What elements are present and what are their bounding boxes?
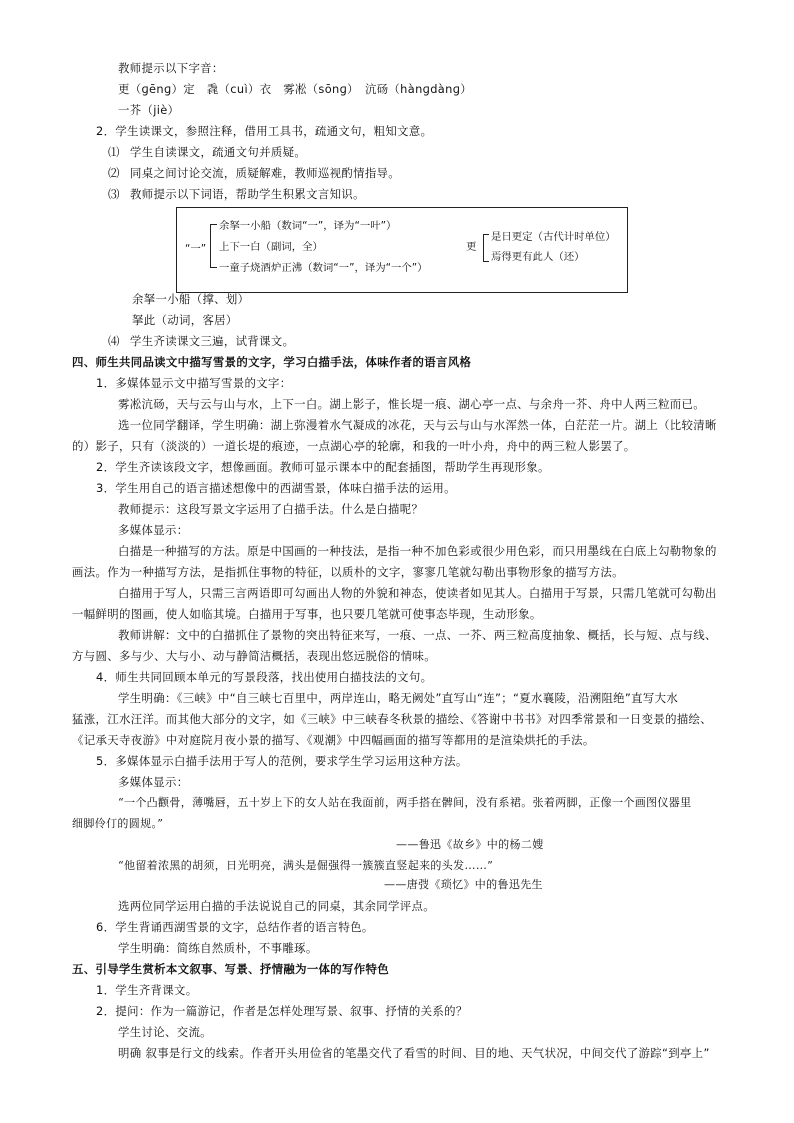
text-line: 1．多媒体显示文中描写雪景的文字：	[96, 376, 292, 390]
text-line: 的）影子，只有（淡淡的）一道长堤的痕迹，一点湖心亭的轮廓，和我的一叶小舟，舟中的两三粒人影罢了。	[72, 439, 636, 453]
text-line: 画法。作为一种描写方法，是指抓住事物的特征，以质朴的文字，寥寥几笔就勾勒出事物形象的描写方法。	[72, 565, 624, 579]
text-line: 2．提问：作为一篇游记，作者是怎样处理写景、叙事、抒情的关系的？	[96, 1004, 468, 1018]
text-line: “一个凸颧骨，薄嘴唇，五十岁上下的女人站在我面前，两手搭在髀间，没有系裙。张着两脚，正像一个画图仪器里	[118, 796, 692, 809]
text-line: 3．学生用自己的语言描述想像中的西湖雪景，体味白描手法的运用。	[96, 481, 456, 495]
text-line: 多媒体显示：	[118, 775, 189, 789]
text-line: 教师讲解：文中的白描抓住了景物的突出特征来写，一痕、一点、一芥、两三粒高度抽象、概括，长与短、点与线、	[118, 628, 717, 642]
text-line: 5．多媒体显示白描手法用于写人的范例，要求学生学习运用这种方法。	[96, 754, 468, 768]
text-line: ⑷	[108, 334, 120, 348]
vocabulary-box	[176, 207, 628, 293]
text-line: 选一位同学翻译，学生明确：湖上弥漫着水气凝成的冰花，天与云与山与水浑然一体，白茫茫一片。湖上（比较清晰	[118, 418, 717, 432]
section-heading: 四、师生共同品读文中描写雪景的文字，学习白描手法，体味作者的语言风格	[72, 355, 472, 369]
text-line: 6．学生背诵西湖雪景的文字，总结作者的语言特色。	[96, 920, 374, 934]
text-line: 学生明确：简练自然质朴，不事雕琢。	[118, 941, 318, 955]
text-line: 更（ɡēnɡ）定 毳（cuì）衣 雾凇（sōnɡ） 沆砀（hànɡdànɡ）	[118, 82, 473, 96]
box-left-label: “一”	[185, 243, 207, 255]
text-line: 雾凇沆砀，天与云与山与水，上下一白。湖上影子，惟长堤一痕、湖心亭一点、与余舟一芥、舟中人两三粒而已。	[118, 397, 706, 411]
box-right-label: 更	[466, 241, 477, 253]
text-line: 《记承天寺夜游》中对庭院月夜小景的描写、《观潮》中四幅画面的描写等都用的是渲染烘托的手法。	[72, 733, 595, 747]
text-line: 教师提示以下词语，帮助学生积累文言知识。	[130, 187, 365, 201]
text-line: 细脚伶仃的圆规。”	[72, 817, 164, 830]
text-line: 猛涨，江水汪洋。而其他大部分的文字，如《三峡》中三峡春冬秋景的描绘、《答谢中书书》对四季常景和一日变景的描绘、	[72, 712, 713, 726]
box-left-item: 一童子烧酒炉正沸（数词“一”，译为“一个”）	[219, 262, 428, 274]
text-line: 明确 叙事是行文的线索。作者开头用俭省的笔墨交代了看雪的时间、目的地、天气状况，中间交代了游踪“到亭上”	[118, 1046, 710, 1060]
text-line: 白描是一种描写的方法。原是中国画的一种技法，是指一种不加色彩或很少用色彩，而只用墨线在白底上勾勒物象的	[118, 544, 717, 558]
text-line: 学生自读课文，疏通文句并质疑。	[130, 145, 307, 159]
text-line: ⑶	[108, 187, 120, 201]
box-right-item: 焉得更有此人（还）	[491, 251, 585, 263]
text-line: 教师提示：这段写景文字运用了白描手法。什么是白描呢？	[118, 502, 424, 516]
text-line: 同桌之间讨论交流，质疑解难，教师巡视酌情指导。	[130, 166, 401, 180]
text-line: ⑴	[108, 145, 120, 159]
text-line: 2．学生读课文，参照注释，借用工具书，疏通文句，粗知文意。	[96, 124, 433, 138]
text-line: 1．学生齐背课文。	[96, 983, 198, 997]
box-left-item: 余拏一小船（数词“一”，译为“一叶”）	[219, 220, 397, 232]
section-heading: 五、引导学生赏析本文叙事、写景、抒情融为一体的写作特色	[72, 962, 389, 976]
text-line: ——鲁迅《故乡》中的杨二嫂	[396, 838, 544, 851]
text-line: 拏此（动词，客居）	[132, 313, 238, 327]
text-line: 选两位同学运用白描的手法说说自己的同桌，其余同学评点。	[118, 899, 435, 913]
text-line: 学生明确：《三峡》中“自三峡七百里中，两岸连山，略无阙处”直写山“连”；“夏水襄陵，沿溯阻绝”直写大水	[118, 691, 679, 705]
text-line: 学生齐读课文三遍，试背课文。	[130, 334, 295, 348]
left-brace	[210, 224, 217, 268]
text-line: “他留着浓黑的胡须，日光明亮，满头是倔强得一簇簇直竖起来的头发……”	[118, 859, 494, 872]
text-line: 方与圆、多与少、大与小、动与静简洁概括，表现出悠远脱俗的情味。	[72, 649, 436, 663]
text-line: 一芥（jiè）	[118, 103, 180, 117]
box-left-item: 上下一白（副词，全）	[219, 241, 323, 253]
text-line: 学生讨论、交流。	[118, 1025, 212, 1039]
text-line: ——唐弢《琐忆》中的鲁迅先生	[384, 878, 543, 891]
text-line: 2．学生齐读该段文字，想像画面。教师可显示课本中的配套插图，帮助学生再现形象。	[96, 460, 550, 474]
text-line: 余拏一小船（撑、划）	[132, 292, 250, 306]
text-line: ⑵	[108, 166, 120, 180]
text-line: 多媒体显示：	[118, 523, 189, 537]
box-right-item: 是日更定（古代计时单位）	[491, 231, 616, 243]
text-line: 一幅鲜明的图画，使人如临其境。白描用于写事，也只要几笔就可使事态毕现，生动形象。	[72, 607, 542, 621]
right-brace	[483, 234, 489, 262]
text-line: 4．师生共同回顾本单元的写景段落，找出使用白描技法的文句。	[96, 670, 433, 684]
text-line: 教师提示以下字音：	[118, 61, 224, 75]
text-line: 白描用于写人，只需三言两语即可勾画出人物的外貌和神态，使读者如见其人。白描用于写景，只需几笔就可勾勒出	[118, 586, 717, 600]
